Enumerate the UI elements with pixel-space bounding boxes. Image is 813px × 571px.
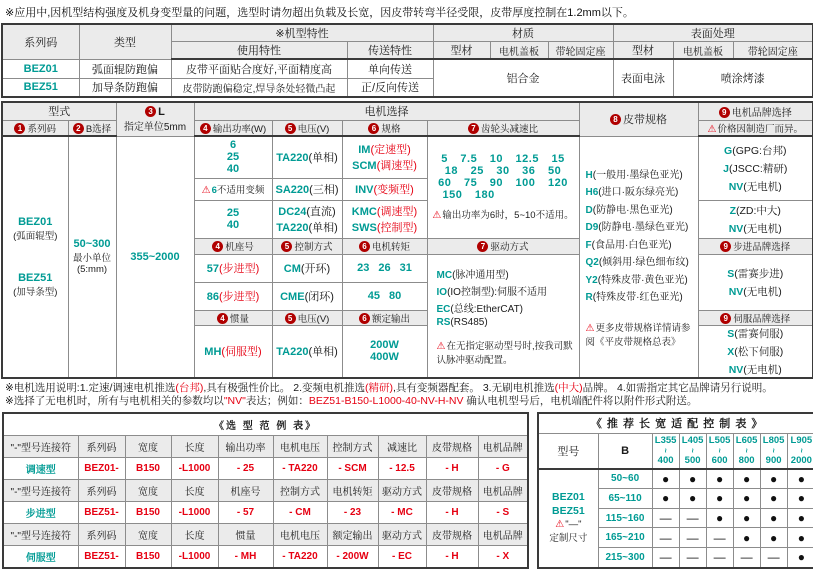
brand-item: J(JSCC:精研): [723, 162, 788, 175]
warning-icon: ⚠: [707, 123, 717, 135]
col-header-use-feature: 使用特性: [171, 42, 347, 60]
example-header: 电机转矩: [327, 479, 378, 501]
brand-item: Z(ZD:中大): [729, 204, 781, 217]
b-range-label: 50~60: [598, 469, 652, 489]
circle-9-icon: 9: [719, 107, 730, 118]
example-value: -L1000: [171, 545, 218, 568]
dot-cell: ●: [787, 508, 813, 528]
brand-item: G(GPG:台邦): [724, 144, 787, 157]
circle-8-icon: 8: [610, 114, 621, 125]
warning-icon: ⚠: [585, 322, 595, 334]
cell-brands-dc: [698, 200, 813, 238]
circle-9-icon: 9: [720, 313, 731, 324]
brand-item: NV(无电机): [728, 363, 782, 376]
example-header: 系列码: [78, 435, 125, 457]
range-tilde: ~: [796, 447, 806, 453]
surface-profile-value: 表面电泳: [613, 59, 673, 97]
example-header: 宽度: [125, 435, 171, 457]
b-range-label: 115~160: [598, 508, 652, 528]
circle-5-icon: 5: [285, 123, 296, 134]
dot-cell: ●: [787, 488, 813, 508]
top-usage-note: ※应用中,因机型结构强度及机身变型量的问题，选型时请勿超出负载及长宽，因皮带转弯半径受限，皮带厚度控制在1.2mm以下。: [5, 7, 634, 19]
power-25: 25: [226, 151, 240, 164]
drive-item: RS(RS485): [436, 316, 488, 328]
example-header: 皮带规格: [426, 435, 478, 457]
power-dc-25: 25: [226, 207, 240, 219]
cell-spec-kmc-sws: KMC(调速型) SWS(控制型): [342, 200, 427, 238]
dot-cell: —: [733, 548, 760, 568]
dot-cell: ●: [652, 469, 679, 489]
header-b-select: 2 B选择: [68, 120, 116, 136]
col-header-surface-pulley: 带轮固定座: [733, 42, 813, 60]
circle-4-icon: 4: [212, 241, 223, 252]
dot-cell: ●: [733, 488, 760, 508]
series-type-bez01: 弧面辊防跑偏: [79, 59, 171, 78]
circle-5-icon: 5: [285, 313, 296, 324]
header-spec: 6 规格: [342, 120, 427, 136]
example-header: "-"型号连接符: [3, 479, 78, 501]
circle-2-icon: 2: [73, 123, 84, 134]
range-tilde: ~: [715, 447, 725, 453]
circle-6-icon: 6: [359, 313, 370, 324]
example-header: 系列码: [78, 479, 125, 501]
example-value: -L1000: [171, 501, 218, 523]
example-row-label: 调速型: [3, 457, 78, 479]
model-bez01: BEZ01: [552, 491, 585, 504]
cell-b-range: [68, 136, 116, 378]
cell-l-range: 355~2000: [116, 136, 194, 378]
brand-item: X(松下伺服): [727, 345, 784, 358]
example-value: - H: [426, 457, 478, 479]
example-header: 驱动方式: [378, 479, 426, 501]
cell-power-ac: [194, 136, 272, 178]
cell-voltage-servo: TA220(单相): [272, 325, 342, 378]
brand-item: S(雷赛伺服): [727, 327, 784, 340]
example-value: - H: [426, 545, 478, 568]
dot-cell: ●: [760, 488, 787, 508]
example-header: 输出功率: [218, 435, 273, 457]
header-series-code: 1 系列码: [2, 120, 68, 136]
example-header: 减速比: [378, 435, 426, 457]
example-value: BEZ51-: [78, 501, 125, 523]
example-value: B150: [125, 457, 171, 479]
b-unit-min: (5:mm): [76, 264, 108, 276]
circle-6-icon: 6: [359, 241, 370, 252]
cell-spec-inv: INV(变频型): [342, 178, 427, 200]
dot-cell: —: [652, 548, 679, 568]
example-value: - MH: [218, 545, 273, 568]
cell-gear-ratios: [427, 136, 579, 238]
example-value: - EC: [378, 545, 426, 568]
custom-size-warning: ⚠"—": [555, 519, 582, 531]
rated-400w: 400W: [370, 351, 399, 363]
range-tilde: ~: [661, 447, 671, 453]
example-header: 电机品牌: [478, 479, 528, 501]
circle-9-icon: 9: [720, 241, 731, 252]
belt-item: D9(防静电·墨绿色亚光): [585, 222, 689, 233]
example-header: 宽度: [125, 523, 171, 545]
cell-voltage-ta220: TA220(单相): [272, 136, 342, 178]
example-value: - SCM: [327, 457, 378, 479]
dot-cell: ●: [706, 508, 733, 528]
dot-cell: ●: [760, 469, 787, 489]
recommend-header-l905: L905 ~ 2000: [787, 433, 813, 468]
header-length-unit: 指定单位5mm: [123, 121, 187, 133]
example-value: - H: [426, 501, 478, 523]
example-header: 长度: [171, 479, 218, 501]
drive-item: IO(IO控制型):伺服不适用: [436, 286, 548, 298]
bottom-tables: [1, 412, 812, 569]
header-servo-brand: 9 伺服品牌选择: [698, 310, 813, 325]
circle-7-icon: 7: [477, 241, 488, 252]
cell-rated-output: [342, 325, 427, 378]
series-transfer-bez01: 单向传送: [347, 59, 433, 78]
brand-item: NV(无电机): [728, 222, 782, 235]
recommend-header-l605: L605 ~ 800: [733, 433, 760, 468]
example-header: 系列码: [78, 523, 125, 545]
example-value: B150: [125, 545, 171, 568]
col-header-series-code: 系列码: [2, 24, 79, 59]
warning-icon: ⚠: [201, 185, 211, 196]
recommend-header-model: 型号: [538, 433, 598, 468]
b-range-value: 50~300: [73, 238, 111, 251]
warning-icon: ⚠: [555, 519, 565, 531]
cell-power-warning: ⚠6不适用变频: [194, 178, 272, 200]
example-value: BEZ01-: [78, 457, 125, 479]
col-header-transfer-feature: 传送特性: [347, 42, 433, 60]
example-value: - 200W: [327, 545, 378, 568]
b-unit-label: 最小单位: [72, 253, 111, 265]
dot-cell: —: [652, 528, 679, 548]
series-use-bez01: 皮带平面贴合度好,平面精度高: [171, 59, 347, 78]
dot-cell: ●: [733, 469, 760, 489]
dot-cell: —: [679, 548, 706, 568]
col-header-material-cover: 电机盖板: [490, 42, 548, 60]
series-bez01: BEZ01: [18, 215, 53, 228]
material-value: 铝合金: [433, 59, 613, 97]
circle-6-icon: 6: [368, 123, 379, 134]
brand-item: S(雷赛步进): [727, 267, 784, 280]
example-value: - G: [478, 457, 528, 479]
example-header: 惯量: [218, 523, 273, 545]
dot-cell: ●: [760, 508, 787, 528]
example-header: 长度: [171, 523, 218, 545]
cell-belt-specs: [579, 136, 698, 378]
example-header: 驱动方式: [378, 523, 426, 545]
cell-drive-modes: [427, 254, 579, 378]
recommend-header-l505: L505 ~ 600: [706, 433, 733, 468]
circle-7-icon: 7: [468, 123, 479, 134]
header-model-format: 型式: [2, 102, 116, 120]
cell-power-dc: [194, 200, 272, 238]
dot-cell: ●: [679, 488, 706, 508]
example-header: 电机品牌: [478, 435, 528, 457]
circle-1-icon: 1: [14, 123, 25, 134]
recommend-header-l805: L805 ~ 900: [760, 433, 787, 468]
col-header-material-profile: 型材: [433, 42, 490, 60]
recommend-header-l355: L355 ~ 400: [652, 433, 679, 468]
belt-warning: ⚠更多皮带规格详情请参阅《平皮带规格总表》: [585, 322, 691, 348]
dot-cell: ●: [733, 508, 760, 528]
cell-brands-step: [698, 254, 813, 310]
surface-paint-value: 喷涂烤漆: [673, 59, 813, 97]
drive-item: EC(总线:EtherCAT): [436, 303, 524, 315]
recommend-table-title: 《 推 荐 长 宽 适 配 控 制 表 》: [538, 413, 813, 434]
header-frame-size: 4 机座号: [194, 238, 272, 254]
gear-warning: ⚠输出功率为6时，5~10不适用。: [432, 210, 574, 222]
footnotes: [1, 379, 812, 408]
example-value: - 57: [218, 501, 273, 523]
col-header-surface: 表面处理: [613, 24, 813, 42]
drive-warning: ⚠在无指定驱动型号时,按我司默认脉冲驱动配置。: [436, 340, 573, 366]
cell-torque-1: 23 26 31: [342, 254, 427, 282]
b-range-label: 215~300: [598, 548, 652, 568]
series-bez51: BEZ51: [18, 271, 53, 284]
example-table-title: 《选 型 范 例 表》: [3, 413, 528, 436]
header-motor-torque: 6 电机转矩: [342, 238, 427, 254]
dot-cell: —: [706, 528, 733, 548]
cell-voltage-sa220: SA220(三相): [272, 178, 342, 200]
cell-series-codes: [2, 136, 68, 378]
series-bez51-type: (加导条型): [13, 286, 58, 298]
recommend-model-cell: [538, 469, 598, 568]
col-header-material: 材质: [433, 24, 613, 42]
example-header: 宽度: [125, 479, 171, 501]
header-output-power: 4 输出功率(W): [194, 120, 272, 136]
header-gear-ratio: 7 齿轮头减速比: [427, 120, 579, 136]
series-use-bez51: 皮带防跑偏稳定,焊导条处轻微凸起: [171, 78, 347, 97]
rated-200w: 200W: [370, 339, 399, 351]
example-value: B150: [125, 501, 171, 523]
example-value: - 23: [327, 501, 378, 523]
series-code-bez51: BEZ51: [2, 78, 79, 97]
power-dc-40: 40: [226, 219, 240, 231]
dot-cell: ●: [679, 469, 706, 489]
cell-frame-57: 57(步进型): [194, 254, 272, 282]
belt-item: D(防静电·黑色亚光): [585, 204, 673, 216]
dot-cell: ●: [787, 469, 813, 489]
cell-voltage-dc: DC24(直流) TA220(单相): [272, 200, 342, 238]
brand-price-note: ⚠价格因制造厂而异。: [698, 120, 813, 136]
example-header: 控制方式: [273, 479, 327, 501]
model-selection-table: [1, 101, 813, 379]
header-drive-mode: 7 驱动方式: [427, 238, 579, 254]
example-row-label: 步进型: [3, 501, 78, 523]
header-control-mode: 5 控制方式: [272, 238, 342, 254]
dot-cell: —: [679, 528, 706, 548]
brand-item: NV(无电机): [728, 180, 782, 193]
cell-ctrl-cm: CM(开环): [272, 254, 342, 282]
b-range-label: 165~210: [598, 528, 652, 548]
example-value: - CM: [273, 501, 327, 523]
col-header-type: 类型: [79, 24, 171, 59]
circle-4-icon: 4: [200, 123, 211, 134]
warning-icon: ⚠: [432, 210, 442, 222]
example-value: - X: [478, 545, 528, 568]
motor-note-line1: ※电机选用说明:1.定速/调速电机推选(台邦),具有极强性价比。 2.变频电机推选(精研),具有变频器配套。 3.无刷电机推选(中大)品牌。 4.如需指定其它品牌请另行说明。: [5, 381, 773, 394]
example-header: "-"型号连接符: [3, 435, 78, 457]
drive-item: MC(脉冲通用型): [436, 269, 509, 281]
header-motor-selection: 电机选择: [194, 102, 579, 120]
model-bez51: BEZ51: [552, 505, 585, 518]
example-header: 电机电压: [273, 523, 327, 545]
example-header: 控制方式: [327, 435, 378, 457]
belt-item: R(特殊皮带·红色亚光): [585, 292, 683, 303]
example-header: 长度: [171, 435, 218, 457]
col-header-model-feature: ※机型特性: [171, 24, 433, 42]
belt-item: H(一般用·墨绿色亚光): [585, 169, 683, 181]
range-tilde: ~: [769, 447, 779, 453]
example-value: -L1000: [171, 457, 218, 479]
example-header: 电机品牌: [478, 523, 528, 545]
power-40: 40: [226, 163, 240, 176]
dot-cell: ●: [787, 548, 813, 568]
brand-item: NV(无电机): [728, 285, 782, 298]
dot-cell: ●: [706, 469, 733, 489]
circle-5-icon: 5: [281, 241, 292, 252]
example-value: - TA220: [273, 457, 327, 479]
header-step-brand: 9 步进品牌选择: [698, 238, 813, 254]
gear-row-2: 18 25 30 36 50: [444, 165, 562, 178]
dot-cell: ●: [760, 528, 787, 548]
cell-frame-86: 86(步进型): [194, 282, 272, 310]
gear-row-1: 5 7.5 10 12.5 15: [441, 153, 565, 166]
belt-item: F(食品用·白色亚光): [585, 239, 672, 251]
header-rated-output: 6 额定输出: [342, 310, 427, 325]
example-value: - MC: [378, 501, 426, 523]
recommend-header-l405: L405 ~ 500: [679, 433, 706, 468]
warning-icon: ⚠: [436, 340, 446, 352]
belt-item: Y2(特殊皮带·黄色亚光): [585, 274, 688, 286]
example-header: 机座号: [218, 479, 273, 501]
header-inertia: 4 惯量: [194, 310, 272, 325]
cell-spec-im-scm: IM(定速型) SCM(调速型): [342, 136, 427, 178]
example-header: "-"型号连接符: [3, 523, 78, 545]
example-value: - S: [478, 501, 528, 523]
example-header: 皮带规格: [426, 523, 478, 545]
gear-row-3: 60 75 90 100 120: [438, 177, 568, 190]
header-length: [116, 102, 194, 136]
custom-size-label: 定制尺寸: [549, 533, 588, 545]
dot-cell: ●: [706, 488, 733, 508]
circle-4-icon: 4: [217, 313, 228, 324]
motor-note-line2: ※选择了无电机时，所有与电机相关的参数均以"NV"表达；例如：BEZ51-B150-L1000-40-NV-H-NV 确认电机型号后，电机端配件将以附件形式附送。: [5, 394, 698, 407]
example-row-label: 伺服型: [3, 545, 78, 568]
example-value: - TA220: [273, 545, 327, 568]
dot-cell: ●: [652, 488, 679, 508]
dot-cell: —: [760, 548, 787, 568]
col-header-surface-cover: 电机盖板: [673, 42, 733, 60]
series-code-bez01: BEZ01: [2, 59, 79, 78]
power-6: 6: [229, 139, 237, 152]
example-value: BEZ51-: [78, 545, 125, 568]
recommended-size-table: [537, 412, 813, 569]
series-bez01-type: (弧面辊型): [13, 230, 58, 242]
range-tilde: ~: [688, 447, 698, 453]
gear-row-4: 150 180: [442, 189, 495, 202]
belt-item: Q2(倾斜用·绿色细布纹): [585, 257, 689, 268]
range-tilde: ~: [742, 447, 752, 453]
example-header: 额定输出: [327, 523, 378, 545]
recommend-header-b: B: [598, 433, 652, 468]
header-belt-spec: 8 皮带规格: [579, 102, 698, 136]
belt-item: H6(进口·阪东绿亮光): [585, 187, 679, 198]
header-voltage-servo: 5 电压(V): [272, 310, 342, 325]
header-motor-brand: 9 电机品牌选择: [698, 102, 813, 120]
circle-3-icon: 3: [145, 106, 156, 117]
example-header: 电机电压: [273, 435, 327, 457]
header-voltage: 5 电压(V): [272, 120, 342, 136]
cell-ctrl-cme: CME(闭环): [272, 282, 342, 310]
series-type-bez51: 加导条防跑偏: [79, 78, 171, 97]
col-header-surface-profile: 型材: [613, 42, 673, 60]
example-value: - 25: [218, 457, 273, 479]
series-transfer-bez51: 正/反向传送: [347, 78, 433, 97]
dot-cell: ●: [787, 528, 813, 548]
header-length-letter: L: [158, 105, 165, 118]
cell-torque-2: 45 80: [342, 282, 427, 310]
dot-cell: —: [706, 548, 733, 568]
dot-cell: —: [679, 508, 706, 528]
series-spec-table: [1, 23, 813, 98]
example-header: 皮带规格: [426, 479, 478, 501]
dot-cell: ●: [733, 528, 760, 548]
selection-example-table: [2, 412, 529, 569]
cell-brands-ac: [698, 136, 813, 200]
b-range-label: 65~110: [598, 488, 652, 508]
col-header-material-pulley: 带轮固定座: [548, 42, 613, 60]
dot-cell: —: [652, 508, 679, 528]
cell-inertia-mh: MH(伺服型): [194, 325, 272, 378]
cell-brands-servo: [698, 325, 813, 378]
example-value: - 12.5: [378, 457, 426, 479]
